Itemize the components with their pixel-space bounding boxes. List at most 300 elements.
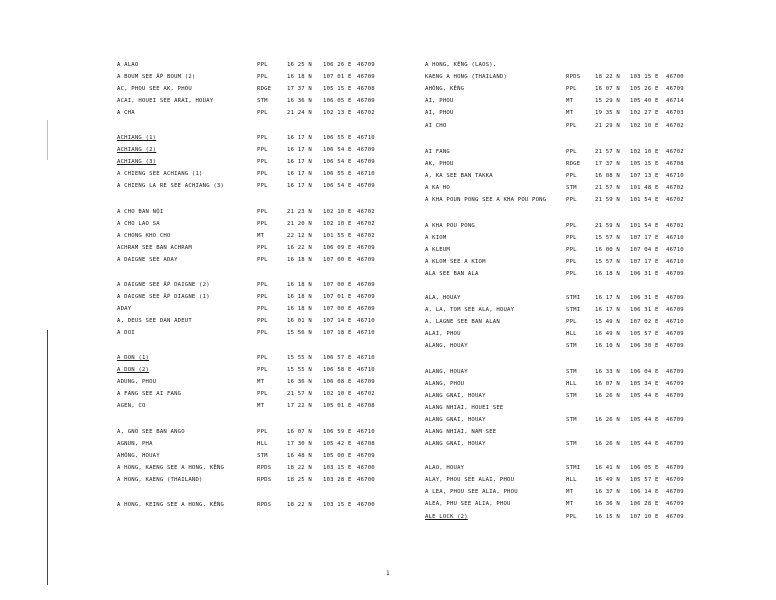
gazetteer-entry <box>400 73 776 81</box>
entry-code: 46700 <box>357 502 375 508</box>
entry-lon: 106 31 E <box>630 307 659 313</box>
entry-lat: 16 18 N <box>287 282 312 288</box>
entry-lat: 16 17 N <box>595 307 620 313</box>
entry-name: A HONG, KAENG (THAILAND) <box>117 477 203 483</box>
entry-code: 46709 <box>357 453 375 459</box>
entry-name: A CHIENG SEE ACHIANG (1) <box>117 171 203 177</box>
entry-type: PPL <box>257 367 268 373</box>
gazetteer-entry <box>0 305 400 313</box>
entry-lat: 16 48 N <box>287 453 312 459</box>
entry-code: 46709 <box>357 245 375 251</box>
entry-lat: 16 36 N <box>287 379 312 385</box>
entry-code: 46710 <box>357 355 375 361</box>
entry-name: KAENG A HONG (THAILAND) <box>425 74 508 80</box>
entry-name: A CHO BAN NỘI <box>117 209 164 215</box>
entry-code: 46700 <box>357 465 375 471</box>
page-number: 1 <box>386 570 390 577</box>
entry-lat: 17 22 N <box>287 403 312 409</box>
entry-code: 46709 <box>666 489 684 495</box>
entry-lon: 103 28 E <box>323 477 352 483</box>
entry-lon: 106 59 E <box>323 429 352 435</box>
entry-lon: 106 54 E <box>323 159 352 165</box>
entry-name: ALA SEE BAN ALA <box>425 271 479 277</box>
entry-code: 46709 <box>666 369 684 375</box>
entry-type: STM <box>566 393 577 399</box>
entry-lon: 101 55 E <box>323 233 352 239</box>
entry-lat: 16 17 N <box>595 295 620 301</box>
entry-lat: 22 12 N <box>287 233 312 239</box>
entry-type: RPDS <box>257 477 272 483</box>
entry-name: A, LAGNE SEE BAN ALAN <box>425 319 500 325</box>
entry-lon: 107 10 E <box>630 514 659 520</box>
entry-name: A DOI <box>117 330 135 336</box>
entry-lat: 21 57 N <box>595 149 620 155</box>
entry-type: PPL <box>257 147 268 153</box>
entry-code: 46709 <box>666 307 684 313</box>
entry-lat: 21 59 N <box>595 197 620 203</box>
entry-type: RPDS <box>257 465 272 471</box>
entry-lat: 16 25 N <box>287 62 312 68</box>
entry-name: ALA, HOUAY <box>425 295 461 301</box>
entry-code: 46709 <box>357 294 375 300</box>
entry-lon: 106 05 E <box>323 98 352 104</box>
entry-name: AI, PHOU <box>425 110 454 116</box>
entry-lat: 21 57 N <box>287 391 312 397</box>
entry-lon: 106 30 E <box>630 343 659 349</box>
entry-name: AC, PHOU SEE AK, PHOU <box>117 86 192 92</box>
gazetteer-entry <box>400 85 776 93</box>
entry-lon: 107 13 E <box>630 173 659 179</box>
entry-code: 46710 <box>357 429 375 435</box>
entry-name: ADUNG, PHOU <box>117 379 157 385</box>
entry-name: A CHO LAO SA <box>117 221 160 227</box>
entry-code: 46709 <box>666 343 684 349</box>
entry-lat: 16 17 N <box>287 171 312 177</box>
entry-name: ACHIANG (3) <box>117 159 157 165</box>
entry-lon: 107 01 E <box>323 294 352 300</box>
entry-type: PPL <box>257 209 268 215</box>
entry-type: STM <box>566 185 577 191</box>
entry-lat: 16 22 N <box>287 245 312 251</box>
entry-type: MT <box>566 489 574 495</box>
entry-name: ALEA, PHU SEE ALIA, PHOU <box>425 501 511 507</box>
entry-type: MT <box>257 379 265 385</box>
gazetteer-entry <box>400 184 776 192</box>
entry-name: ALAI, PHOU <box>425 331 461 337</box>
entry-code: 46700 <box>357 477 375 483</box>
entry-type: PPL <box>566 86 577 92</box>
entry-type: PPL <box>257 110 268 116</box>
entry-lon: 106 31 E <box>630 295 659 301</box>
entry-lon: 106 09 E <box>323 245 352 251</box>
entry-lon: 107 00 E <box>323 282 352 288</box>
entry-type: MT <box>566 501 574 507</box>
gazetteer-entry <box>400 368 776 376</box>
entry-type: PPL <box>257 257 268 263</box>
entry-code: 46709 <box>666 514 684 520</box>
entry-lat: 21 20 N <box>287 221 312 227</box>
entry-lon: 107 00 E <box>323 306 352 312</box>
entry-type: STM <box>257 98 268 104</box>
entry-lon: 107 02 E <box>630 319 659 325</box>
entry-code: 46709 <box>666 477 684 483</box>
gazetteer-entry <box>0 329 400 337</box>
gazetteer-entry <box>0 61 400 69</box>
entry-code: 46714 <box>666 98 684 104</box>
entry-lat: 15 57 N <box>595 259 620 265</box>
entry-code: 46702 <box>666 123 684 129</box>
entry-code: 46709 <box>357 282 375 288</box>
entry-code: 46709 <box>666 417 684 423</box>
entry-lat: 17 37 N <box>287 86 312 92</box>
entry-type: PPL <box>257 355 268 361</box>
gazetteer-entry <box>0 158 400 166</box>
entry-lon: 105 01 E <box>323 403 352 409</box>
entry-lat: 16 33 N <box>595 369 620 375</box>
gazetteer-entry <box>400 148 776 156</box>
entry-type: RPDS <box>257 502 272 508</box>
entry-lat: 16 49 N <box>595 331 620 337</box>
gazetteer-entry <box>400 392 776 400</box>
entry-code: 46709 <box>666 271 684 277</box>
gazetteer-entry <box>0 134 400 142</box>
entry-name: AI, PHOU <box>425 98 454 104</box>
entry-type: PPL <box>257 183 268 189</box>
entry-code: 46708 <box>357 403 375 409</box>
entry-name: A ALAO <box>117 62 139 68</box>
entry-lat: 16 07 N <box>287 429 312 435</box>
entry-code: 46702 <box>357 221 375 227</box>
entry-name: ALANG, HOUAY <box>425 369 468 375</box>
entry-name: A KIOM <box>425 235 447 241</box>
entry-lon: 105 34 E <box>630 381 659 387</box>
gazetteer-entry <box>0 182 400 190</box>
entry-lat: 16 01 N <box>287 318 312 324</box>
entry-name: A, GNO SEE BAN ANGO <box>117 429 185 435</box>
entry-lon: 105 57 E <box>630 331 659 337</box>
entry-code: 46709 <box>666 86 684 92</box>
entry-lat: 21 57 N <box>595 185 620 191</box>
entry-code: 46709 <box>357 74 375 80</box>
entry-lat: 15 55 N <box>287 367 312 373</box>
entry-name: ALANG NHIAI, HOUEI SEE <box>425 405 504 411</box>
entry-lon: 106 04 E <box>630 369 659 375</box>
entry-lon: 106 14 E <box>630 489 659 495</box>
entry-lon: 105 15 E <box>630 161 659 167</box>
entry-type: PPL <box>566 259 577 265</box>
entry-lat: 19 35 N <box>595 110 620 116</box>
gazetteer-entry <box>0 244 400 252</box>
entry-code: 46708 <box>357 86 375 92</box>
entry-name: A KLOM SEE A KIOM <box>425 259 486 265</box>
entry-type: HLL <box>566 477 577 483</box>
entry-lat: 18 22 N <box>287 465 312 471</box>
entry-lon: 105 00 E <box>323 453 352 459</box>
gazetteer-entry <box>400 306 776 314</box>
entry-code: 46709 <box>357 257 375 263</box>
entry-type: STMI <box>566 465 581 471</box>
entry-type: PPL <box>566 149 577 155</box>
entry-code: 46709 <box>357 159 375 165</box>
entry-lon: 106 55 E <box>323 135 352 141</box>
entry-code: 46710 <box>666 259 684 265</box>
entry-code: 46700 <box>666 74 684 80</box>
entry-lon: 101 54 E <box>630 197 659 203</box>
gazetteer-entry <box>0 85 400 93</box>
entry-name: AI CHO <box>425 123 447 129</box>
entry-lon: 102 10 E <box>630 149 659 155</box>
entry-lat: 21 24 N <box>287 110 312 116</box>
entry-lon: 107 17 E <box>630 259 659 265</box>
gazetteer-entry <box>0 232 400 240</box>
entry-name: AHÔNG, KỀNG <box>425 86 465 92</box>
entry-name: A CHIENG LA RE SEE ACHIANG (3) <box>117 183 225 189</box>
entry-lon: 102 27 E <box>630 110 659 116</box>
gazetteer-entry <box>400 97 776 105</box>
gazetteer-entry <box>0 402 400 410</box>
entry-name: ACHIANG (1) <box>117 135 157 141</box>
entry-type: STMI <box>566 295 581 301</box>
entry-lon: 105 44 E <box>630 393 659 399</box>
gazetteer-entry <box>400 222 776 230</box>
entry-lon: 102 10 E <box>630 123 659 129</box>
gazetteer-entry <box>0 73 400 81</box>
entry-lat: 16 10 N <box>595 343 620 349</box>
entry-lon: 106 05 E <box>630 465 659 471</box>
entry-lon: 107 00 E <box>323 257 352 263</box>
entry-type: PPL <box>257 221 268 227</box>
entry-name: ACHIANG (2) <box>117 147 157 153</box>
entry-lat: 16 18 N <box>287 74 312 80</box>
entry-code: 46702 <box>666 185 684 191</box>
entry-name: ALAY, PHOU SEE ALAI, PHOU <box>425 477 515 483</box>
entry-type: RPDS <box>566 74 581 80</box>
gazetteer-entry <box>0 501 400 509</box>
entry-lat: 18 22 N <box>287 502 312 508</box>
gazetteer-entry <box>0 256 400 264</box>
entry-code: 46709 <box>666 441 684 447</box>
entry-name: ALAO, HOUAY <box>425 465 465 471</box>
gazetteer-entry <box>0 170 400 178</box>
entry-code: 46710 <box>357 367 375 373</box>
gazetteer-entry <box>0 378 400 386</box>
entry-type: PPL <box>257 391 268 397</box>
entry-name: ALANG NHIAI, NAM SEE <box>425 429 497 435</box>
entry-name: ALE LOCK (2) <box>425 514 468 520</box>
gazetteer-entry <box>400 416 776 424</box>
gazetteer-entry <box>0 440 400 448</box>
entry-lat: 17 37 N <box>595 161 620 167</box>
entry-type: PPL <box>566 173 577 179</box>
entry-lon: 103 15 E <box>323 465 352 471</box>
gazetteer-entry <box>400 330 776 338</box>
entry-lon: 101 54 E <box>630 223 659 229</box>
entry-name: A FANG SEE AI FANG <box>117 391 182 397</box>
entry-lon: 107 14 E <box>323 318 352 324</box>
gazetteer-entry <box>400 109 776 117</box>
gazetteer-entry <box>0 97 400 105</box>
entry-name: A KLEUM <box>425 247 450 253</box>
entry-lat: 15 49 N <box>595 319 620 325</box>
entry-lat: 16 36 N <box>595 501 620 507</box>
entry-name: AGNUN, PHA <box>117 441 153 447</box>
entry-lon: 106 58 E <box>323 367 352 373</box>
gazetteer-entry <box>400 172 776 180</box>
entry-code: 46702 <box>666 149 684 155</box>
entry-type: PPL <box>257 294 268 300</box>
entry-name: ACAI, HOUEI SEE ARAI, HOUAY <box>117 98 214 104</box>
gazetteer-entry <box>0 109 400 117</box>
entry-name: A KA HO <box>425 185 450 191</box>
entry-lon: 106 54 E <box>323 183 352 189</box>
entry-code: 46702 <box>666 223 684 229</box>
entry-type: PPL <box>566 247 577 253</box>
entry-lat: 16 18 N <box>287 294 312 300</box>
entry-type: STM <box>566 417 577 423</box>
entry-type: MT <box>566 110 574 116</box>
entry-name: A DON (1) <box>117 355 150 361</box>
entry-code: 46709 <box>357 183 375 189</box>
entry-lon: 105 44 E <box>630 417 659 423</box>
entry-name: ALANG GNAI, HOUAY <box>425 417 486 423</box>
entry-lat: 16 17 N <box>287 183 312 189</box>
entry-lat: 16 37 N <box>595 489 620 495</box>
entry-lon: 105 44 E <box>630 441 659 447</box>
gazetteer-entry <box>400 404 776 412</box>
gazetteer-entry <box>400 440 776 448</box>
gazetteer-entry <box>400 513 776 521</box>
entry-lat: 16 26 N <box>595 417 620 423</box>
gazetteer-entry <box>0 354 400 362</box>
entry-name: AK, PHOU <box>425 161 454 167</box>
entry-name: ALANG, HOUAY <box>425 343 468 349</box>
entry-type: PPL <box>257 306 268 312</box>
entry-code: 46709 <box>357 147 375 153</box>
gazetteer-entry <box>400 196 776 204</box>
entry-type: PPL <box>257 429 268 435</box>
entry-lon: 103 15 E <box>323 502 352 508</box>
entry-lon: 107 18 E <box>323 330 352 336</box>
gazetteer-entry <box>400 464 776 472</box>
entry-lat: 18 25 N <box>287 477 312 483</box>
entry-type: PPL <box>257 171 268 177</box>
entry-name: A CHA <box>117 110 135 116</box>
entry-lat: 16 18 N <box>287 257 312 263</box>
entry-code: 46709 <box>357 98 375 104</box>
entry-code: 46703 <box>666 110 684 116</box>
entry-lon: 101 48 E <box>630 185 659 191</box>
gazetteer-entry <box>0 293 400 301</box>
entry-type: RDGE <box>566 161 581 167</box>
entry-code: 46710 <box>357 318 375 324</box>
entry-type: MT <box>257 233 265 239</box>
entry-lon: 106 54 E <box>323 147 352 153</box>
entry-code: 46710 <box>357 135 375 141</box>
entry-type: HLL <box>566 381 577 387</box>
entry-name: A, DEUS SEE DAN ADEUT <box>117 318 192 324</box>
entry-type: STM <box>257 453 268 459</box>
entry-lon: 106 31 E <box>630 271 659 277</box>
gazetteer-entry <box>0 281 400 289</box>
gazetteer-entry <box>400 246 776 254</box>
entry-type: PPL <box>566 223 577 229</box>
gazetteer-entry <box>400 294 776 302</box>
entry-name: ACHRAM SEE BAN ACHRAM <box>117 245 192 251</box>
entry-lon: 106 08 E <box>323 379 352 385</box>
entry-name: A, KA SEE BAN TAKKA <box>425 173 493 179</box>
entry-type: STM <box>566 441 577 447</box>
entry-lon: 106 26 E <box>323 62 352 68</box>
entry-lat: 16 26 N <box>595 393 620 399</box>
entry-lat: 17 30 N <box>287 441 312 447</box>
entry-lat: 16 08 N <box>595 173 620 179</box>
entry-lat: 16 41 N <box>595 465 620 471</box>
entry-type: PPL <box>257 159 268 165</box>
entry-code: 46709 <box>666 331 684 337</box>
entry-name: AHÔNG, HOUAY <box>117 453 160 459</box>
entry-name: AGEN, CO <box>117 403 146 409</box>
entry-name: ALANG GNAI, HOUAY <box>425 393 486 399</box>
entry-type: PPL <box>257 282 268 288</box>
entry-code: 46710 <box>666 247 684 253</box>
entry-lon: 107 01 E <box>323 74 352 80</box>
entry-lon: 102 13 E <box>323 110 352 116</box>
entry-type: PPL <box>257 135 268 141</box>
entry-name: ADAY <box>117 306 132 312</box>
entry-type: STM <box>566 369 577 375</box>
entry-code: 46709 <box>666 501 684 507</box>
entry-name: A LEA, PHOU SEE ALIA, PHOU <box>425 489 518 495</box>
entry-type: PPL <box>257 62 268 68</box>
entry-code: 46710 <box>357 171 375 177</box>
entry-code: 46702 <box>357 391 375 397</box>
entry-lon: 106 28 E <box>630 501 659 507</box>
entry-lon: 105 40 E <box>630 98 659 104</box>
entry-type: STM <box>566 343 577 349</box>
entry-name: A DAIGNE SEE ẤP DIAGNE (1) <box>117 294 210 300</box>
gazetteer-entry <box>0 452 400 460</box>
gazetteer-entry <box>400 380 776 388</box>
entry-type: PPL <box>566 235 577 241</box>
gazetteer-entry <box>0 476 400 484</box>
entry-lat: 16 07 N <box>595 86 620 92</box>
entry-name: ALANG GNAI, HOUAY <box>425 441 486 447</box>
entry-lat: 16 18 N <box>595 271 620 277</box>
entry-type: PPL <box>566 319 577 325</box>
gazetteer-entry <box>0 317 400 325</box>
entry-name: A HONG, KỀNG (LAOS), <box>425 62 497 68</box>
entry-code: 46709 <box>666 381 684 387</box>
gazetteer-entry <box>0 220 400 228</box>
entry-type: HLL <box>566 331 577 337</box>
entry-type: HLL <box>257 441 268 447</box>
entry-type: MT <box>257 403 265 409</box>
entry-type: PPL <box>257 245 268 251</box>
entry-code: 46702 <box>666 197 684 203</box>
entry-code: 46702 <box>357 110 375 116</box>
entry-lat: 16 26 N <box>595 441 620 447</box>
entry-lon: 102 10 E <box>323 391 352 397</box>
entry-lat: 16 00 N <box>595 247 620 253</box>
entry-lat: 16 17 N <box>287 159 312 165</box>
entry-code: 46709 <box>357 62 375 68</box>
entry-type: PPL <box>566 197 577 203</box>
entry-lat: 21 29 N <box>595 123 620 129</box>
entry-name: A DAIGNE SEE ADAY <box>117 257 178 263</box>
gazetteer-entry <box>400 428 776 436</box>
entry-lon: 102 10 E <box>323 209 352 215</box>
entry-lat: 16 49 N <box>595 477 620 483</box>
